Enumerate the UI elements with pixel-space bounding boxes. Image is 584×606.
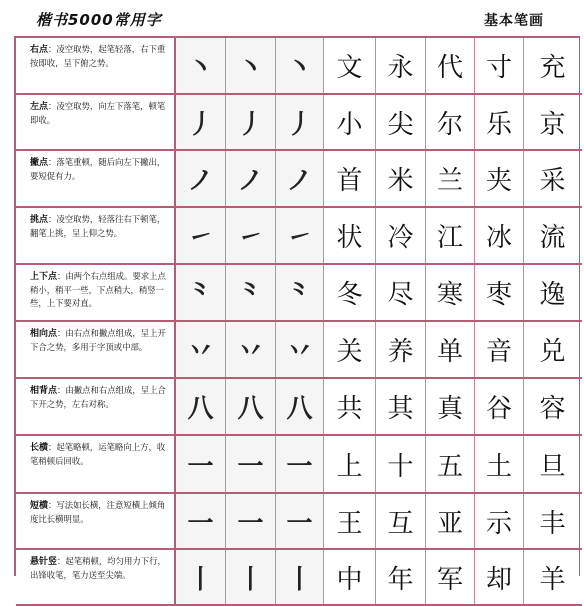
example-char-cell xyxy=(376,151,426,206)
stroke-description-text: ：起笔略顿，运笔略向上方，收笔稍顿后回收。 xyxy=(30,442,166,466)
example-char-cell xyxy=(426,322,475,377)
example-character: 其 xyxy=(387,394,414,424)
example-character: 兑 xyxy=(539,337,566,367)
stroke-glyph: 八 xyxy=(237,394,264,424)
example-char-cell xyxy=(475,265,524,320)
example-character: 共 xyxy=(336,394,363,424)
stroke-glyph: 一 xyxy=(187,451,214,482)
stroke-glyph: 八 xyxy=(286,394,313,424)
example-character: 容 xyxy=(539,394,566,424)
example-char-cell xyxy=(376,550,426,604)
example-char-cell xyxy=(324,322,376,377)
stroke-description-text: ：凌空取势，轻落往右下顿笔，翻笔上挑，呈上仰之势。 xyxy=(30,214,166,238)
stroke-example-cell xyxy=(176,379,226,434)
stroke-glyph: 丨 xyxy=(286,564,313,595)
example-character: 五 xyxy=(436,451,463,482)
example-character: 京 xyxy=(539,109,566,140)
stroke-glyph: ノ xyxy=(237,166,264,196)
stroke-glyph: 一 xyxy=(237,508,264,539)
example-character: 小 xyxy=(336,109,363,140)
stroke-glyph: ㇀ xyxy=(187,223,214,253)
example-character: 尽 xyxy=(387,280,414,310)
stroke-name: 悬针竖 xyxy=(30,557,58,567)
stroke-example-cell xyxy=(226,208,276,263)
example-character: 状 xyxy=(336,223,363,253)
stroke-glyph: 丶 xyxy=(187,53,214,83)
stroke-example-cell xyxy=(276,494,324,548)
stroke-example-cell xyxy=(176,322,226,377)
example-char-cell xyxy=(524,95,581,149)
example-character: 年 xyxy=(387,564,414,595)
example-char-cell xyxy=(426,38,475,93)
stroke-example-cell xyxy=(276,436,324,492)
stroke-glyph: ㇀ xyxy=(286,223,313,253)
example-char-cell xyxy=(475,436,524,492)
example-character: 上 xyxy=(336,451,363,482)
stroke-description xyxy=(16,379,176,434)
stroke-description xyxy=(16,436,176,492)
example-character: 关 xyxy=(336,337,363,367)
example-character: 寸 xyxy=(485,53,512,83)
example-char-cell xyxy=(324,550,376,604)
example-char-cell xyxy=(475,95,524,149)
example-char-cell xyxy=(524,208,581,263)
example-char-cell xyxy=(524,379,581,434)
example-character: 丰 xyxy=(539,508,566,539)
example-character: 旦 xyxy=(539,451,566,482)
example-character: 谷 xyxy=(485,394,512,424)
stroke-example-cell xyxy=(226,38,276,93)
example-char-cell xyxy=(324,436,376,492)
stroke-name: 挑点 xyxy=(30,215,49,225)
example-char-cell xyxy=(524,550,581,604)
stroke-row xyxy=(16,208,582,265)
stroke-glyph: ノ xyxy=(187,166,214,196)
stroke-row xyxy=(16,379,582,436)
example-character: 文 xyxy=(336,53,363,83)
stroke-description-text: ：由右点和撇点组成，呈上开下合之势，多用于字顶或中部。 xyxy=(30,328,166,352)
example-char-cell xyxy=(376,95,426,149)
stroke-name: 相向点 xyxy=(30,329,58,339)
stroke-name: 左点 xyxy=(30,102,49,112)
example-char-cell xyxy=(475,494,524,548)
example-char-cell xyxy=(475,379,524,434)
example-character: 江 xyxy=(436,223,463,253)
stroke-glyph: 丿 xyxy=(286,109,313,140)
example-character: 枣 xyxy=(485,280,512,310)
stroke-example-cell xyxy=(226,379,276,434)
stroke-example-cell xyxy=(176,95,226,149)
stroke-glyph: 丨 xyxy=(187,564,214,595)
stroke-description xyxy=(16,38,176,93)
stroke-example-cell xyxy=(276,208,324,263)
example-character: 音 xyxy=(485,337,512,367)
stroke-row xyxy=(16,38,582,95)
stroke-example-cell xyxy=(176,265,226,320)
stroke-example-cell xyxy=(276,151,324,206)
example-character: 冬 xyxy=(336,280,363,310)
example-character: 首 xyxy=(336,166,363,196)
stroke-name: 长横 xyxy=(30,443,49,453)
example-char-cell xyxy=(324,494,376,548)
stroke-example-cell xyxy=(276,550,324,604)
stroke-example-cell xyxy=(226,265,276,320)
example-character: 流 xyxy=(539,223,566,253)
example-char-cell xyxy=(324,95,376,149)
stroke-description xyxy=(16,208,176,263)
stroke-description-text: ：由撇点和右点组成，呈上合下开之势，左右对称。 xyxy=(30,385,166,409)
stroke-glyph: 一 xyxy=(237,451,264,482)
stroke-glyph: 丷 xyxy=(286,337,313,367)
example-char-cell xyxy=(524,151,581,206)
example-character: 乐 xyxy=(485,109,512,140)
stroke-description xyxy=(16,265,176,320)
example-character: 逸 xyxy=(539,280,566,310)
stroke-example-cell xyxy=(276,38,324,93)
stroke-glyph: 丿 xyxy=(237,109,264,140)
stroke-example-cell xyxy=(176,494,226,548)
stroke-glyph: 一 xyxy=(286,451,313,482)
stroke-example-cell xyxy=(226,436,276,492)
stroke-row xyxy=(16,265,582,322)
stroke-description xyxy=(16,322,176,377)
stroke-glyph: ⺀ xyxy=(237,280,264,310)
example-char-cell xyxy=(324,379,376,434)
stroke-glyph: 一 xyxy=(187,508,214,539)
example-char-cell xyxy=(324,208,376,263)
stroke-description-text: ：写法如长横，注意短横上倾角度比长横明显。 xyxy=(30,500,166,524)
example-char-cell xyxy=(324,151,376,206)
stroke-glyph: 丶 xyxy=(286,53,313,83)
example-char-cell xyxy=(524,322,581,377)
example-character: 示 xyxy=(485,508,512,539)
stroke-row xyxy=(16,436,582,494)
example-char-cell xyxy=(426,550,475,604)
example-char-cell xyxy=(376,436,426,492)
stroke-description-text: ：落笔重顿，随后向左下撇出，要短促有力。 xyxy=(30,157,166,181)
example-character: 冷 xyxy=(387,223,414,253)
example-char-cell xyxy=(376,322,426,377)
stroke-row xyxy=(16,494,582,550)
stroke-name: 撇点 xyxy=(30,158,49,168)
stroke-example-cell xyxy=(176,208,226,263)
example-char-cell xyxy=(426,151,475,206)
stroke-example-cell xyxy=(226,550,276,604)
example-char-cell xyxy=(376,265,426,320)
stroke-example-cell xyxy=(276,95,324,149)
stroke-glyph: 一 xyxy=(286,508,313,539)
example-character: 冰 xyxy=(485,223,512,253)
example-char-cell xyxy=(426,208,475,263)
stroke-row xyxy=(16,95,582,151)
stroke-name: 相背点 xyxy=(30,386,58,396)
example-char-cell xyxy=(524,38,581,93)
example-character: 尖 xyxy=(387,109,414,140)
stroke-name: 短横 xyxy=(30,501,49,511)
book-title: 楷书5000常用字 xyxy=(36,11,162,29)
example-character: 中 xyxy=(336,564,363,595)
stroke-example-cell xyxy=(226,95,276,149)
stroke-glyph: 丿 xyxy=(187,109,214,140)
stroke-example-cell xyxy=(176,436,226,492)
section-title: 基本笔画 xyxy=(484,13,544,29)
example-character: 却 xyxy=(485,564,512,595)
stroke-glyph: ⺀ xyxy=(187,280,214,310)
stroke-description-text: ：凌空取势，向左下落笔，顿笔即收。 xyxy=(30,101,166,125)
stroke-description xyxy=(16,95,176,149)
example-character: 单 xyxy=(436,337,463,367)
example-char-cell xyxy=(475,322,524,377)
example-character: 米 xyxy=(387,166,414,196)
example-char-cell xyxy=(475,550,524,604)
example-character: 真 xyxy=(436,394,463,424)
example-char-cell xyxy=(475,38,524,93)
example-char-cell xyxy=(426,95,475,149)
stroke-description-text: ：起笔稍顿，均匀用力下行，出锋收笔，笔力送至尖端。 xyxy=(30,556,166,580)
example-char-cell xyxy=(426,265,475,320)
example-char-cell xyxy=(475,151,524,206)
stroke-row xyxy=(16,550,582,606)
stroke-description-text: ：凌空取势，起笔轻落，右下重按即收，呈下俯之势。 xyxy=(30,44,166,68)
stroke-description xyxy=(16,550,176,604)
example-character: 代 xyxy=(436,53,463,83)
example-char-cell xyxy=(524,494,581,548)
example-char-cell xyxy=(324,265,376,320)
stroke-example-cell xyxy=(276,379,324,434)
page-header xyxy=(0,0,584,34)
example-character: 夹 xyxy=(485,166,512,196)
stroke-description-text: ：由两个右点组成。要求上点稍小，稍平一些，下点稍大，稍竖一些，上下要对直。 xyxy=(30,271,166,308)
example-character: 亚 xyxy=(436,508,463,539)
example-character: 羊 xyxy=(539,564,566,595)
example-character: 采 xyxy=(539,166,566,196)
example-character: 十 xyxy=(387,451,414,482)
stroke-example-cell xyxy=(226,322,276,377)
example-character: 寒 xyxy=(436,280,463,310)
stroke-glyph: ノ xyxy=(286,166,313,196)
example-char-cell xyxy=(426,494,475,548)
example-char-cell xyxy=(376,208,426,263)
stroke-glyph: ⺀ xyxy=(286,280,313,310)
stroke-description xyxy=(16,151,176,206)
example-character: 永 xyxy=(387,53,414,83)
stroke-name: 上下点 xyxy=(30,272,58,282)
stroke-example-cell xyxy=(176,151,226,206)
stroke-table xyxy=(14,36,580,595)
example-character: 养 xyxy=(387,337,414,367)
example-char-cell xyxy=(376,379,426,434)
example-char-cell xyxy=(376,38,426,93)
stroke-glyph: 丶 xyxy=(237,53,264,83)
example-character: 王 xyxy=(336,508,363,539)
stroke-row xyxy=(16,151,582,208)
stroke-glyph: ㇀ xyxy=(237,223,264,253)
example-character: 尔 xyxy=(436,109,463,140)
stroke-description xyxy=(16,494,176,548)
example-char-cell xyxy=(376,494,426,548)
example-char-cell xyxy=(426,436,475,492)
example-char-cell xyxy=(524,436,581,492)
example-character: 互 xyxy=(387,508,414,539)
stroke-glyph: 丷 xyxy=(187,337,214,367)
example-character: 兰 xyxy=(436,166,463,196)
stroke-example-cell xyxy=(176,550,226,604)
example-char-cell xyxy=(426,379,475,434)
stroke-example-cell xyxy=(276,265,324,320)
stroke-name: 右点 xyxy=(30,45,49,55)
stroke-example-cell xyxy=(226,494,276,548)
example-character: 充 xyxy=(539,53,566,83)
example-char-cell xyxy=(324,38,376,93)
example-character: 军 xyxy=(436,564,463,595)
example-character: 土 xyxy=(485,451,512,482)
stroke-glyph: 八 xyxy=(187,394,214,424)
stroke-example-cell xyxy=(176,38,226,93)
stroke-row xyxy=(16,322,582,379)
stroke-glyph: 丨 xyxy=(237,564,264,595)
stroke-example-cell xyxy=(276,322,324,377)
stroke-example-cell xyxy=(226,151,276,206)
example-char-cell xyxy=(475,208,524,263)
stroke-glyph: 丷 xyxy=(237,337,264,367)
example-char-cell xyxy=(524,265,581,320)
